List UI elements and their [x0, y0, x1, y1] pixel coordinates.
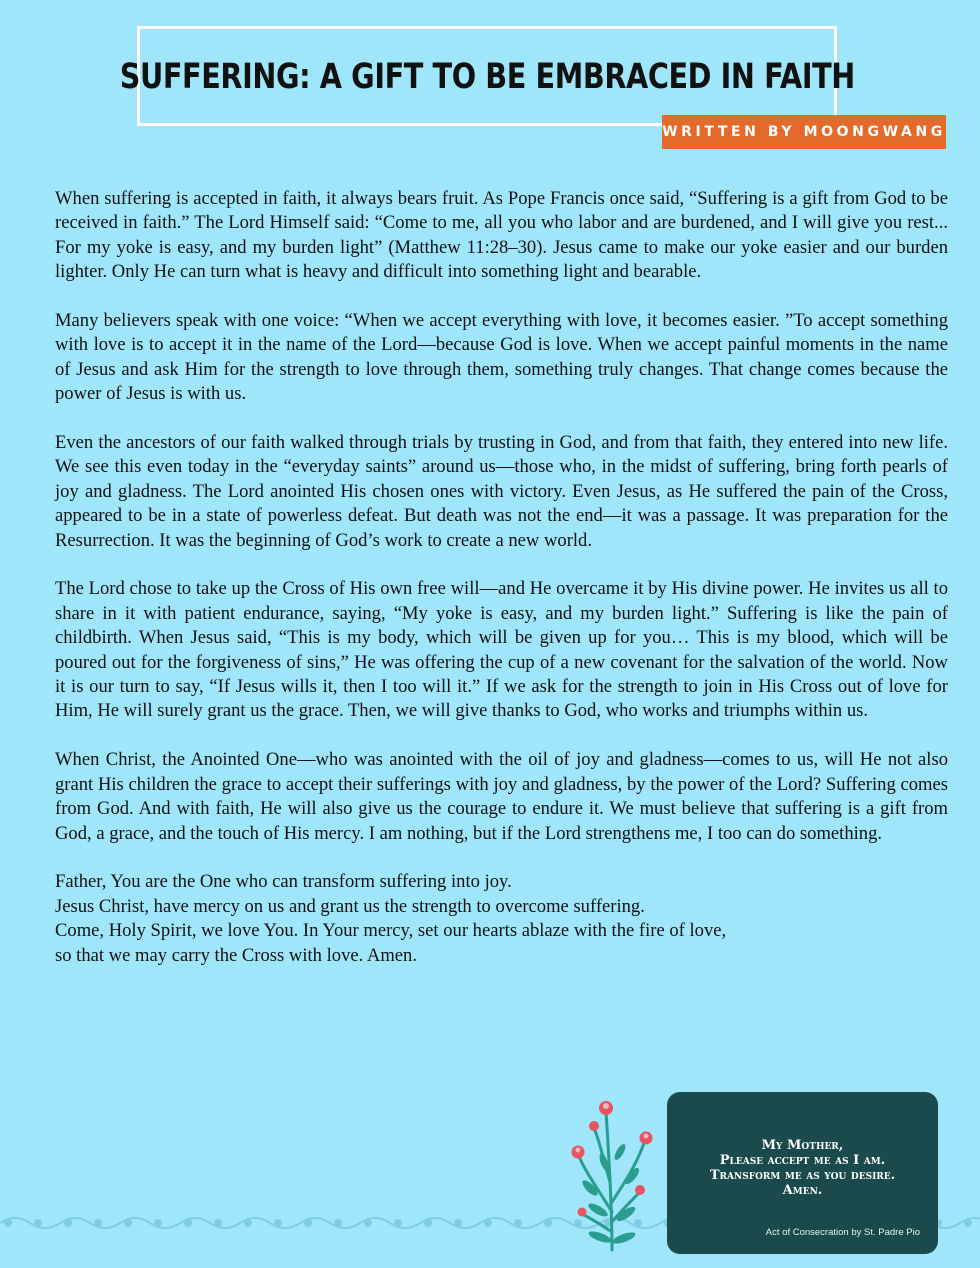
article-paragraph: Many believers speak with one voice: “When we accept everything with love, it becomes easier. ”To accept something with love is to accept it in the name of the Lord—because God is love. When we accept painful moments in the name of Jesus and ask Him for the strength to love through them, something truly changes. That change comes because the power of Jesus is with us.: [55, 310, 948, 405]
consecration-prayer: [667, 1138, 938, 1198]
article-paragraph: When suffering is accepted in faith, it always bears fruit. As Pope Francis once said, “Suffering is a gift from God to be received in faith.” The Lord Himself said: “Come to me, all you who labor and are burdened, and I will give you rest... For my yoke is easy, and my burden light” (Matthew 11:28–30). Jesus came to make our yoke easier and our burden lighter. Only He can turn what is heavy and difficult into something light and bearable.: [55, 188, 948, 283]
flower-illustration: [560, 1092, 670, 1252]
article-body: [55, 187, 948, 968]
article-paragraph: When Christ, the Anointed One—who was anointed with the oil of joy and gladness—comes to us, will He not also grant His children the grace to accept their sufferings with joy and gladness, by the power of the Lord? Suffering comes from God. And with faith, He will also give us the courage to endure it. We must believe that suffering is a gift from God, a grace, and the touch of His mercy. I am nothing, but if the Lord strengthens me, I too can do something.: [55, 749, 948, 844]
quote-source: Act of Consecration by St. Padre Pio: [765, 1227, 920, 1238]
quote-line: Please accept me as I am.: [719, 1153, 886, 1168]
quote-line: My Mother,: [761, 1138, 844, 1153]
quote-card: [667, 1092, 938, 1254]
quote-line: Transform me as you desire.: [709, 1168, 896, 1183]
article-paragraph: Even the ancestors of our faith walked through trials by trusting in God, and from that faith, they entered into new life. We see this even today in the “everyday saints” around us—those who, in the midst of suffering, bring forth pearls of joy and gladness. The Lord anointed His chosen ones with victory. Even Jesus, as He suffered the pain of the Cross, appeared to be in a state of powerless defeat. But death was not the end—it was a passage. It was preparation for the Resurrection. It was the beginning of God’s work to create a new world.: [55, 432, 948, 551]
prayer-line: Jesus Christ, have mercy on us and grant us the strength to overcome suffering.: [55, 895, 645, 917]
closing-prayer: [55, 870, 948, 968]
author-byline: WRITTEN BY MOONGWANG: [662, 115, 946, 149]
title-box: [119, 26, 855, 126]
prayer-line: Come, Holy Spirit, we love You. In Your mercy, set our hearts ablaze with the fire of love,: [55, 920, 727, 942]
quote-line: Amen.: [782, 1183, 823, 1198]
prayer-line: so that we may carry the Cross with love. Amen.: [55, 944, 417, 966]
article-paragraph: The Lord chose to take up the Cross of His own free will—and He overcame it by His divine power. He invites us all to share in it with patient endurance, saying, “My yoke is easy, and my burden light.” Suffering is like the pain of childbirth. When Jesus said, “This is my body, which will be given up for you… This is my blood, which will be poured out for the forgiveness of sins,” He was offering the cup of a new covenant for the salvation of the world. Now it is our turn to say, “If Jesus wills it, then I too will it.” If we ask for the strength to join in His Cross out of love for Him, He will surely grant us the grace. Then, we will give thanks to God, who works and triumphs within us.: [55, 578, 948, 722]
prayer-line: Father, You are the One who can transform suffering into joy.: [55, 871, 512, 893]
page-title: SUFFERING: A GIFT TO BE EMBRACED IN FAITH: [119, 57, 855, 97]
